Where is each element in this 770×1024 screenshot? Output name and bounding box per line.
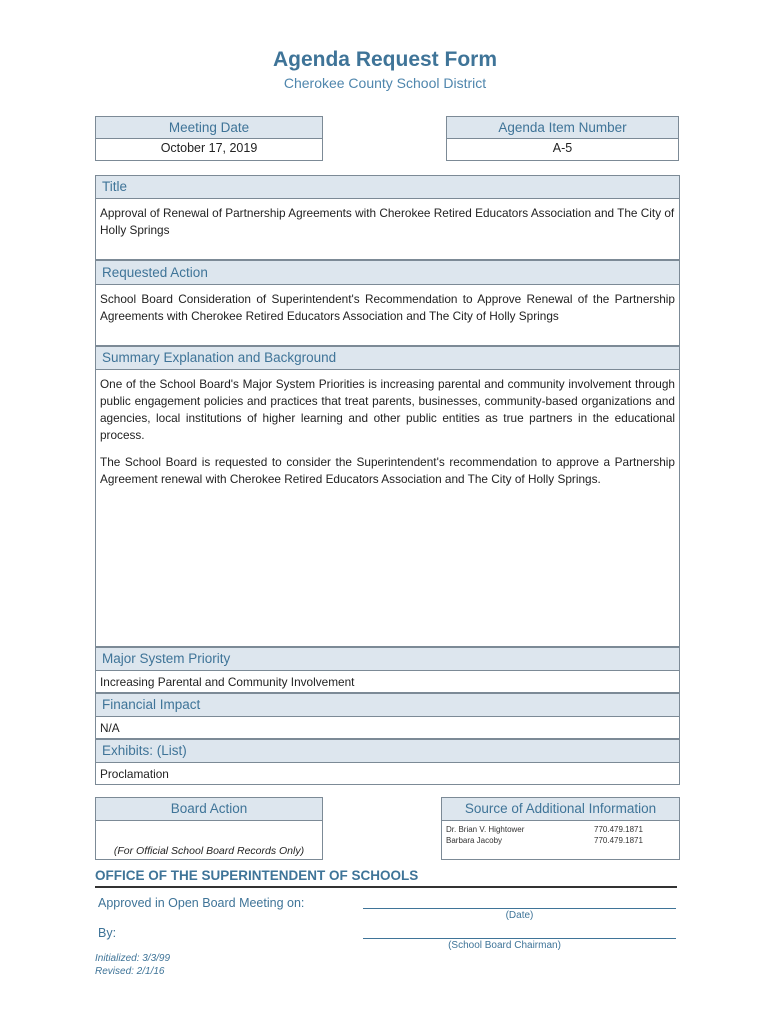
initialized-date: Initialized: 3/3/99 <box>95 953 171 964</box>
contact-name: Dr. Brian V. Hightower <box>446 825 525 834</box>
priority-text: Increasing Parental and Community Involvement <box>100 675 355 689</box>
financial-header: Financial Impact <box>95 693 680 717</box>
approved-label: Approved in Open Board Meeting on: <box>98 896 305 910</box>
financial-text: N/A <box>100 721 120 735</box>
board-action-note: (For Official School Board Records Only) <box>113 845 305 857</box>
title-section-header: Title <box>95 175 680 199</box>
source-info-header: Source of Additional Information <box>441 797 680 821</box>
agenda-item-header: Agenda Item Number <box>446 116 679 139</box>
priority-header: Major System Priority <box>95 647 680 671</box>
priority-body <box>95 671 680 693</box>
meeting-date-header: Meeting Date <box>95 116 323 139</box>
requested-action-body <box>95 285 680 346</box>
requested-action-header: Requested Action <box>95 260 680 285</box>
office-divider <box>95 886 677 888</box>
agenda-item-value: A-5 <box>446 139 679 161</box>
contact-phone: 770.479.1871 <box>594 825 643 834</box>
district-name: Cherokee County School District <box>283 75 487 91</box>
by-label: By: <box>98 926 117 940</box>
meeting-date-value: October 17, 2019 <box>95 139 323 161</box>
summary-body <box>95 370 680 647</box>
office-heading: OFFICE OF THE SUPERINTENDENT OF SCHOOLS <box>95 868 419 883</box>
page-title: Agenda Request Form <box>272 48 498 71</box>
contact-name: Barbara Jacoby <box>446 836 503 845</box>
contact-phone: 770.479.1871 <box>594 836 643 845</box>
exhibits-header: Exhibits: (List) <box>95 739 680 763</box>
revised-date: Revised: 2/1/16 <box>95 966 165 977</box>
financial-body <box>95 717 680 739</box>
board-action-box <box>95 821 323 860</box>
chairman-signature-line[interactable] <box>363 938 676 939</box>
summary-paragraph-2: The School Board is requested to consider the Superintendent's recommendation to approve a Partnership Agreement renewal with Cherokee Retired Educators Association and The City of Holly Springs. <box>100 455 675 486</box>
approval-date-line[interactable] <box>363 908 676 909</box>
summary-header: Summary Explanation and Background <box>95 346 680 370</box>
requested-action-text: School Board Consideration of Superintendent's Recommendation to Approve Renewal of the Partnership Agreements with Cherokee Retired Educators Association and The City of Holly Springs <box>100 292 675 323</box>
exhibits-body <box>95 763 680 785</box>
summary-paragraph-1: One of the School Board's Major System Priorities is increasing parental and community involvement through public engagement policies and practices that treat parents, businesses, community-based organizations and agencies, local institutions of higher learning and other public entities as true partners in the educational process. <box>100 377 675 442</box>
date-caption: (Date) <box>505 910 534 921</box>
source-info-box <box>441 821 680 860</box>
board-action-header: Board Action <box>95 797 323 821</box>
chairman-caption: (School Board Chairman) <box>448 940 561 951</box>
exhibits-text: Proclamation <box>100 767 169 781</box>
title-text: Approval of Renewal of Partnership Agreements with Cherokee Retired Educators Association and The City of Holly Springs <box>100 206 675 237</box>
title-section-body <box>95 199 680 260</box>
